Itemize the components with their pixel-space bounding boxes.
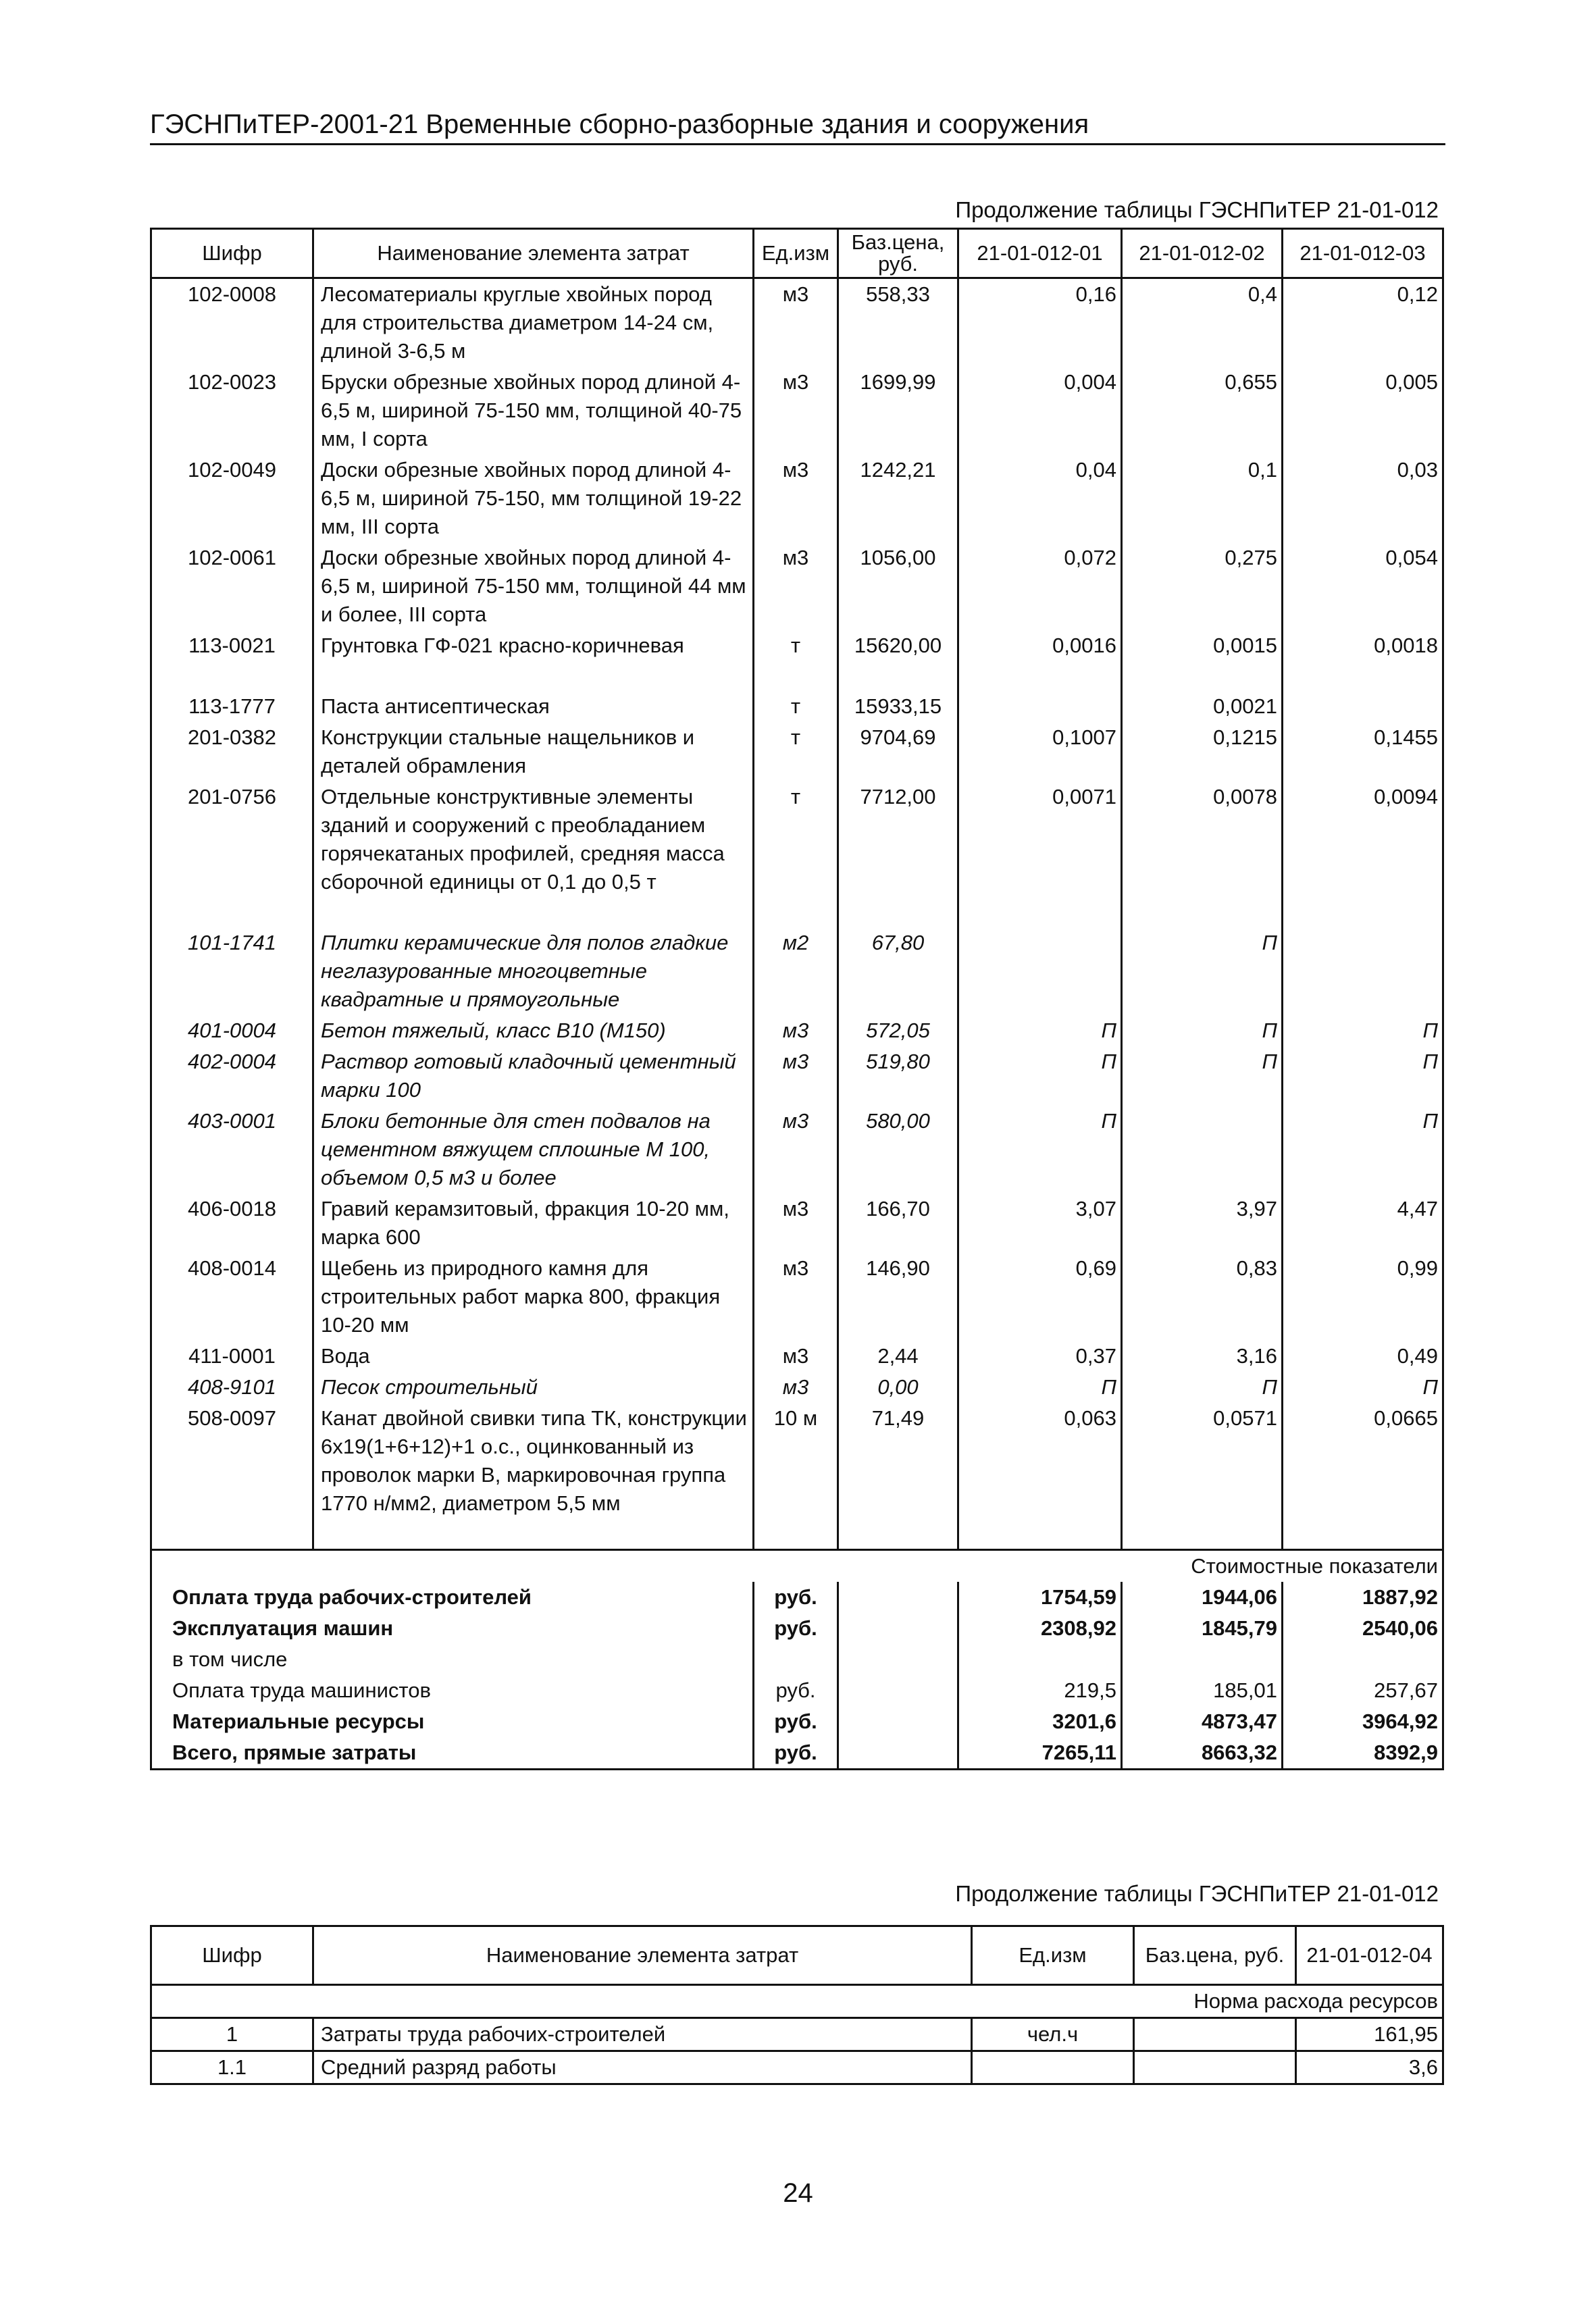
cost-value: 1887,92 <box>1283 1582 1443 1613</box>
row-unit: м3 <box>754 1372 838 1403</box>
section-label: Норма расхода ресурсов <box>151 1985 1443 2018</box>
row-value: 0,054 <box>1283 542 1443 630</box>
row-value: 0,0571 <box>1122 1403 1283 1519</box>
table-row <box>151 367 1443 455</box>
section-row <box>151 1550 1443 1583</box>
column-header: Ед.изм <box>754 229 838 278</box>
cost-label: Оплата труда машинистов <box>151 1675 754 1706</box>
cost-value: 8392,9 <box>1283 1737 1443 1770</box>
cost-value: 4873,47 <box>1122 1706 1283 1737</box>
row-value: 0,04 <box>958 455 1122 542</box>
continuation-note: Продолжение таблицы ГЭСНПиТЕР 21-01-012 <box>955 1881 1439 1906</box>
row-code: 411-0001 <box>151 1341 313 1372</box>
continuation-note: Продолжение таблицы ГЭСНПиТЕР 21-01-012 <box>955 197 1439 222</box>
row-name: Отдельные конструктивные элементы зданий и сооружений с преобладанием горячекатаных профилей, средняя масса сборочной единицы от 0,1 до 0,5 т <box>313 781 754 898</box>
row-value: 0,12 <box>1283 278 1443 367</box>
cost-value: 1944,06 <box>1122 1582 1283 1613</box>
column-header: 21-01-012-02 <box>1122 229 1283 278</box>
column-header: 21-01-012-01 <box>958 229 1122 278</box>
row-value <box>1283 691 1443 722</box>
table-row <box>151 1106 1443 1193</box>
cost-value <box>958 1644 1122 1675</box>
row-value <box>1283 927 1443 1015</box>
row-name: Канат двойной свивки типа ТК, конструкции 6х19(1+6+12)+1 о.с., оцинкованный из проволок марки В, маркировочная группа 1770 н/мм2, диаметром 5,5 мм <box>313 1403 754 1519</box>
row-unit <box>972 2051 1134 2084</box>
row-name: Песок строительный <box>313 1372 754 1403</box>
row-name: Бетон тяжелый, класс В10 (М150) <box>313 1015 754 1046</box>
row-value: 0,0078 <box>1122 781 1283 898</box>
row-value: П <box>1122 1015 1283 1046</box>
row-value: 0,0094 <box>1283 781 1443 898</box>
row-value <box>958 927 1122 1015</box>
row-name: Паста антисептическая <box>313 691 754 722</box>
table-row <box>151 542 1443 630</box>
row-value: 0,37 <box>958 1341 1122 1372</box>
row-unit: м3 <box>754 1015 838 1046</box>
row-value: 3,16 <box>1122 1341 1283 1372</box>
row-code: 402-0004 <box>151 1046 313 1106</box>
row-name: Блоки бетонные для стен подвалов на цементном вяжущем сплошные М 100, объемом 0,5 м3 и более <box>313 1106 754 1193</box>
table-row <box>151 455 1443 542</box>
row-value: П <box>1283 1372 1443 1403</box>
row-name: Плитки керамические для полов гладкие неглазурованные многоцветные квадратные и прямоугольные <box>313 927 754 1015</box>
spacer-row <box>151 898 1443 927</box>
cost-unit: руб. <box>754 1613 838 1644</box>
spacer-row <box>151 1519 1443 1550</box>
cost-value: 185,01 <box>1122 1675 1283 1706</box>
row-unit: 10 м <box>754 1403 838 1519</box>
cost-value: 7265,11 <box>958 1737 1122 1770</box>
row-unit: м3 <box>754 1046 838 1106</box>
row-value: 161,95 <box>1296 2018 1443 2051</box>
column-header: 21-01-012-03 <box>1283 229 1443 278</box>
row-unit: чел.ч <box>972 2018 1134 2051</box>
row-name: Доски обрезные хвойных пород длиной 4-6,5 м, шириной 75-150, мм толщиной 19-22 мм, III сорта <box>313 455 754 542</box>
row-value: 0,99 <box>1283 1253 1443 1341</box>
row-value: 0,0015 <box>1122 630 1283 661</box>
cost-label: Всего, прямые затраты <box>151 1737 754 1770</box>
row-price: 166,70 <box>838 1193 958 1253</box>
cost-row <box>151 1644 1443 1675</box>
cost-value: 257,67 <box>1283 1675 1443 1706</box>
row-name: Вода <box>313 1341 754 1372</box>
row-unit: м3 <box>754 1341 838 1372</box>
row-code: 1 <box>151 2018 313 2051</box>
row-value: П <box>1283 1015 1443 1046</box>
cost-label: в том числе <box>151 1644 754 1675</box>
cost-label: Оплата труда рабочих-строителей <box>151 1582 754 1613</box>
row-value: 0,1 <box>1122 455 1283 542</box>
table-row <box>151 691 1443 722</box>
row-value <box>958 691 1122 722</box>
row-name: Щебень из природного камня для строительных работ марка 800, фракция 10-20 мм <box>313 1253 754 1341</box>
cost-row <box>151 1613 1443 1644</box>
table-row <box>151 1341 1443 1372</box>
cost-value: 1845,79 <box>1122 1613 1283 1644</box>
row-price: 558,33 <box>838 278 958 367</box>
table-row <box>151 2018 1443 2051</box>
row-value: 0,1455 <box>1283 722 1443 781</box>
row-value: 0,005 <box>1283 367 1443 455</box>
row-unit: м3 <box>754 367 838 455</box>
table-row <box>151 781 1443 898</box>
row-name: Лесоматериалы круглые хвойных пород для строительства диаметром 14-24 см, длиной 3-6,5 м <box>313 278 754 367</box>
row-value: П <box>1122 927 1283 1015</box>
row-price: 580,00 <box>838 1106 958 1193</box>
resource-table <box>150 228 1444 1770</box>
row-value: 0,063 <box>958 1403 1122 1519</box>
row-price <box>1134 2018 1296 2051</box>
row-name: Бруски обрезные хвойных пород длиной 4-6,5 м, шириной 75-150 мм, толщиной 40-75 мм, I сорта <box>313 367 754 455</box>
row-unit: т <box>754 781 838 898</box>
cost-value: 1754,59 <box>958 1582 1122 1613</box>
row-value: 0,16 <box>958 278 1122 367</box>
table-row <box>151 1015 1443 1046</box>
cost-row <box>151 1582 1443 1613</box>
row-price: 9704,69 <box>838 722 958 781</box>
row-price: 71,49 <box>838 1403 958 1519</box>
row-value: П <box>1283 1046 1443 1106</box>
row-price: 1699,99 <box>838 367 958 455</box>
table-row <box>151 2051 1443 2084</box>
cost-unit: руб. <box>754 1706 838 1737</box>
row-value: 3,6 <box>1296 2051 1443 2084</box>
row-unit: м3 <box>754 278 838 367</box>
row-code: 408-0014 <box>151 1253 313 1341</box>
row-value: 0,0071 <box>958 781 1122 898</box>
row-code: 403-0001 <box>151 1106 313 1193</box>
table-row <box>151 630 1443 661</box>
row-unit: м3 <box>754 1193 838 1253</box>
cost-unit: руб. <box>754 1675 838 1706</box>
row-code: 102-0023 <box>151 367 313 455</box>
row-name: Доски обрезные хвойных пород длиной 4-6,5 м, шириной 75-150 мм, толщиной 44 мм и более, III сорта <box>313 542 754 630</box>
table-row <box>151 1193 1443 1253</box>
row-value: 0,69 <box>958 1253 1122 1341</box>
row-code: 113-1777 <box>151 691 313 722</box>
row-value: 3,07 <box>958 1193 1122 1253</box>
table-header-row <box>151 229 1443 278</box>
row-code: 508-0097 <box>151 1403 313 1519</box>
column-header: 21-01-012-04 <box>1296 1926 1443 1985</box>
row-code: 102-0008 <box>151 278 313 367</box>
row-name: Раствор готовый кладочный цементный марки 100 <box>313 1046 754 1106</box>
row-value: 0,49 <box>1283 1341 1443 1372</box>
labor-table <box>150 1925 1444 2085</box>
row-value: П <box>1122 1046 1283 1106</box>
spacer-row <box>151 661 1443 691</box>
row-value: 0,0665 <box>1283 1403 1443 1519</box>
table-row <box>151 278 1443 367</box>
row-unit: т <box>754 630 838 661</box>
row-price: 15933,15 <box>838 691 958 722</box>
cost-row <box>151 1737 1443 1770</box>
row-name: Конструкции стальные нащельников и деталей обрамления <box>313 722 754 781</box>
row-price: 15620,00 <box>838 630 958 661</box>
cost-row <box>151 1706 1443 1737</box>
row-name: Грунтовка ГФ-021 красно-коричневая <box>313 630 754 661</box>
row-value: П <box>958 1106 1122 1193</box>
row-code: 101-1741 <box>151 927 313 1015</box>
cost-value: 8663,32 <box>1122 1737 1283 1770</box>
table-row <box>151 1403 1443 1519</box>
column-header: Наименование элемента затрат <box>313 229 754 278</box>
cost-value <box>1283 1644 1443 1675</box>
cost-value: 2540,06 <box>1283 1613 1443 1644</box>
cost-value: 3964,92 <box>1283 1706 1443 1737</box>
row-unit: м3 <box>754 1253 838 1341</box>
row-value: 0,03 <box>1283 455 1443 542</box>
row-code: 201-0382 <box>151 722 313 781</box>
table-row <box>151 1253 1443 1341</box>
row-name: Средний разряд работы <box>313 2051 972 2084</box>
row-value: 0,0016 <box>958 630 1122 661</box>
row-unit: м3 <box>754 542 838 630</box>
row-price: 519,80 <box>838 1046 958 1106</box>
table-row <box>151 927 1443 1015</box>
row-name: Затраты труда рабочих-строителей <box>313 2018 972 2051</box>
row-code: 1.1 <box>151 2051 313 2084</box>
row-price: 7712,00 <box>838 781 958 898</box>
cost-value <box>1122 1644 1283 1675</box>
cost-unit: руб. <box>754 1737 838 1770</box>
cost-unit <box>754 1644 838 1675</box>
table-row <box>151 722 1443 781</box>
cost-value: 3201,6 <box>958 1706 1122 1737</box>
row-value: 0,0018 <box>1283 630 1443 661</box>
row-name: Гравий керамзитовый, фракция 10-20 мм, марка 600 <box>313 1193 754 1253</box>
row-value: 0,4 <box>1122 278 1283 367</box>
column-header: Шифр <box>151 229 313 278</box>
row-value: П <box>958 1372 1122 1403</box>
row-value: 3,97 <box>1122 1193 1283 1253</box>
row-code: 113-0021 <box>151 630 313 661</box>
row-price: 1242,21 <box>838 455 958 542</box>
cost-value: 219,5 <box>958 1675 1122 1706</box>
row-unit: м3 <box>754 1106 838 1193</box>
table-row <box>151 1372 1443 1403</box>
page-header: ГЭСНПиТЕР-2001-21 Временные сборно-разборные здания и сооружения <box>150 109 1089 139</box>
row-unit: т <box>754 691 838 722</box>
row-code: 201-0756 <box>151 781 313 898</box>
column-header: Шифр <box>151 1926 313 1985</box>
row-price: 2,44 <box>838 1341 958 1372</box>
table-header-row <box>151 1926 1443 1985</box>
row-value: 0,275 <box>1122 542 1283 630</box>
row-value: 0,004 <box>958 367 1122 455</box>
table-row <box>151 1046 1443 1106</box>
row-price <box>1134 2051 1296 2084</box>
row-value: П <box>958 1015 1122 1046</box>
row-value: 0,655 <box>1122 367 1283 455</box>
row-value: 0,072 <box>958 542 1122 630</box>
page-number: 24 <box>783 2178 813 2208</box>
row-code: 102-0049 <box>151 455 313 542</box>
row-price: 0,00 <box>838 1372 958 1403</box>
row-value: П <box>1122 1372 1283 1403</box>
column-header: Наименование элемента затрат <box>313 1926 972 1985</box>
row-unit: м2 <box>754 927 838 1015</box>
row-value: 0,0021 <box>1122 691 1283 722</box>
row-value: 4,47 <box>1283 1193 1443 1253</box>
row-value: 0,83 <box>1122 1253 1283 1341</box>
row-code: 401-0004 <box>151 1015 313 1046</box>
cost-row <box>151 1675 1443 1706</box>
row-price: 1056,00 <box>838 542 958 630</box>
section-row <box>151 1985 1443 2018</box>
column-header: Баз.цена, руб. <box>838 229 958 278</box>
cost-unit: руб. <box>754 1582 838 1613</box>
column-header: Ед.изм <box>972 1926 1134 1985</box>
row-value: П <box>1283 1106 1443 1193</box>
row-value <box>1122 1106 1283 1193</box>
header-rule <box>150 143 1445 145</box>
row-value: П <box>958 1046 1122 1106</box>
cost-label: Эксплуатация машин <box>151 1613 754 1644</box>
row-price: 67,80 <box>838 927 958 1015</box>
row-price: 572,05 <box>838 1015 958 1046</box>
row-value: 0,1215 <box>1122 722 1283 781</box>
row-unit: м3 <box>754 455 838 542</box>
row-code: 408-9101 <box>151 1372 313 1403</box>
cost-value: 2308,92 <box>958 1613 1122 1644</box>
section-label: Стоимостные показатели <box>151 1550 1443 1583</box>
row-value: 0,1007 <box>958 722 1122 781</box>
column-header: Баз.цена, руб. <box>1134 1926 1296 1985</box>
row-unit: т <box>754 722 838 781</box>
cost-label: Материальные ресурсы <box>151 1706 754 1737</box>
row-price: 146,90 <box>838 1253 958 1341</box>
row-code: 102-0061 <box>151 542 313 630</box>
row-code: 406-0018 <box>151 1193 313 1253</box>
